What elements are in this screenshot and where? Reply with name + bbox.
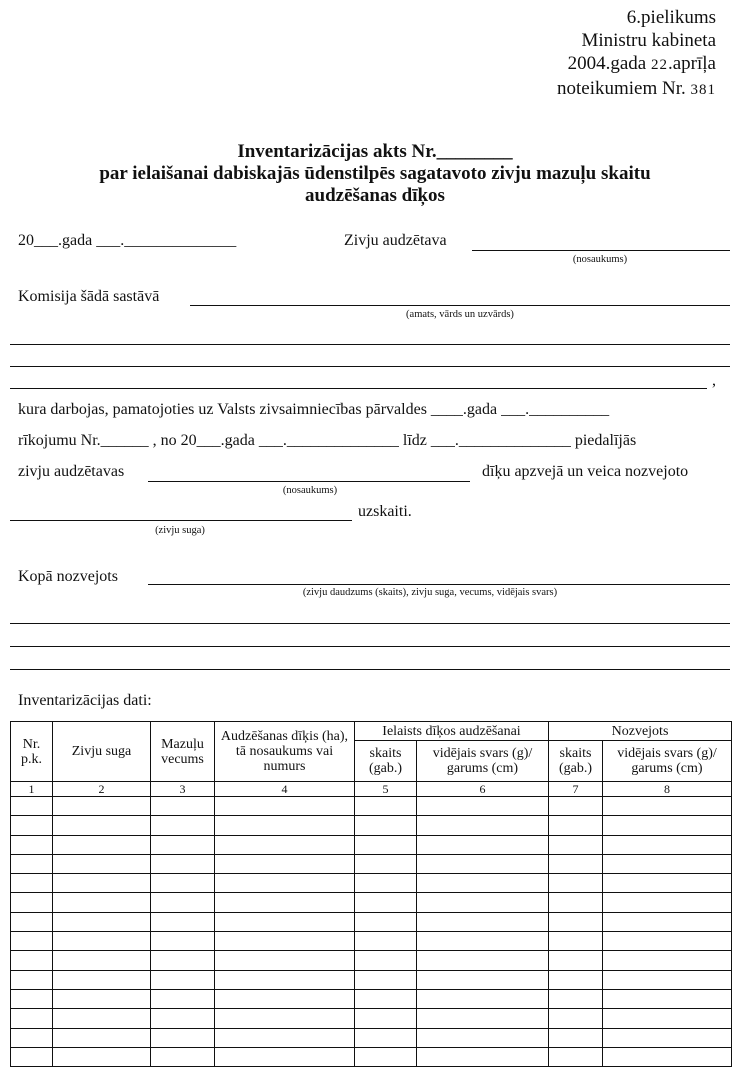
table-cell[interactable] [53, 854, 151, 873]
commission-caption: (amats, vārds un uzvārds) [406, 309, 514, 320]
table-cell[interactable] [355, 893, 417, 912]
date-prefix: 2004.gada [567, 53, 647, 74]
col-number: 4 [215, 782, 355, 797]
table-cell[interactable] [53, 1028, 151, 1047]
table-cell[interactable] [11, 816, 53, 835]
col-number: 8 [603, 782, 732, 797]
total-input-line[interactable] [148, 584, 730, 585]
table-cell[interactable] [215, 1047, 355, 1066]
table-cell[interactable] [53, 816, 151, 835]
table-cell[interactable] [11, 854, 53, 873]
rules-number: 381 [690, 82, 716, 98]
table-cell[interactable] [355, 1047, 417, 1066]
table-cell[interactable] [417, 816, 549, 835]
table-cell[interactable] [151, 970, 215, 989]
group-released-header: Ielaists dīķos audzēšanai [355, 722, 549, 741]
table-cell[interactable] [151, 797, 215, 816]
table-cell[interactable] [603, 893, 732, 912]
rules-prefix: noteikumiem Nr. [556, 78, 686, 99]
table-cell[interactable] [53, 1047, 151, 1066]
table-cell[interactable] [603, 1047, 732, 1066]
commission-input-line[interactable] [190, 305, 730, 306]
document-subtitle: par ielaišanai dabiskajās ūdenstilpēs sagatavoto zivju mazuļu skaitu [99, 163, 651, 184]
table-cell[interactable] [549, 874, 603, 893]
table-cell[interactable] [355, 797, 417, 816]
table-cell[interactable] [11, 1028, 53, 1047]
total-line-4[interactable] [10, 669, 730, 670]
table-cell[interactable] [417, 797, 549, 816]
species-input-line[interactable] [10, 520, 352, 521]
farm-label: Zivju audzētava [344, 232, 447, 249]
table-cell[interactable] [417, 1009, 549, 1028]
table-row [11, 1028, 732, 1047]
table-row [11, 1047, 732, 1066]
table-cell[interactable] [417, 835, 549, 854]
document-title: Inventarizācijas akts Nr.________ [237, 141, 513, 162]
farm-caption: (nosaukums) [572, 254, 628, 265]
table-cell[interactable] [603, 816, 732, 835]
table-cell[interactable] [355, 951, 417, 970]
table-cell[interactable] [215, 893, 355, 912]
table-cell[interactable] [355, 874, 417, 893]
table-cell[interactable] [417, 1047, 549, 1066]
table-cell[interactable] [417, 932, 549, 951]
table-row [11, 874, 732, 893]
table-cell[interactable] [549, 1028, 603, 1047]
table-row [11, 970, 732, 989]
table-row [11, 835, 732, 854]
appendix-notice [557, 6, 716, 102]
table-row [11, 854, 732, 873]
table-cell[interactable] [53, 835, 151, 854]
paragraph-line-3-suffix: dīķu apzvejā un veica nozvejoto [482, 463, 689, 480]
table-cell[interactable] [151, 1047, 215, 1066]
table-cell[interactable] [549, 951, 603, 970]
table-cell[interactable] [215, 1028, 355, 1047]
table-cell[interactable] [11, 797, 53, 816]
table-cell[interactable] [53, 797, 151, 816]
table-cell[interactable] [355, 1009, 417, 1028]
table-cell[interactable] [151, 816, 215, 835]
caught-weight-header: vidējais svars (g)/ garums (cm) [603, 741, 732, 782]
table-cell[interactable] [417, 989, 549, 1008]
total-line-2[interactable] [10, 623, 730, 624]
table-cell[interactable] [417, 854, 549, 873]
table-cell[interactable] [11, 970, 53, 989]
table-cell[interactable] [603, 874, 732, 893]
table-cell[interactable] [11, 893, 53, 912]
table-cell[interactable] [549, 912, 603, 931]
table-cell[interactable] [549, 797, 603, 816]
table-cell[interactable] [215, 835, 355, 854]
table-cell[interactable] [603, 835, 732, 854]
col-number: 1 [11, 782, 53, 797]
table-cell[interactable] [151, 1009, 215, 1028]
col-number: 2 [53, 782, 151, 797]
total-label: Kopā nozvejots [18, 568, 118, 585]
table-row [11, 951, 732, 970]
table-cell[interactable] [215, 970, 355, 989]
commission-line-2[interactable] [10, 344, 730, 345]
table-row [11, 816, 732, 835]
table-cell[interactable] [151, 874, 215, 893]
table-cell[interactable] [151, 932, 215, 951]
table-cell[interactable] [549, 1009, 603, 1028]
table-row [11, 989, 732, 1008]
table-cell[interactable] [53, 970, 151, 989]
col-species-header: Zivju suga [53, 722, 151, 782]
table-cell[interactable] [53, 912, 151, 931]
table-cell[interactable] [355, 970, 417, 989]
table-cell[interactable] [11, 932, 53, 951]
comma: , [712, 372, 716, 389]
released-weight-header: vidējais svars (g)/ garums (cm) [417, 741, 549, 782]
table-cell[interactable] [603, 970, 732, 989]
table-cell[interactable] [11, 835, 53, 854]
table-cell[interactable] [215, 854, 355, 873]
table-cell[interactable] [11, 989, 53, 1008]
table-cell[interactable] [417, 874, 549, 893]
date-field[interactable]: 20___.gada ___.______________ [18, 232, 237, 249]
caught-count-header: skaits (gab.) [549, 741, 603, 782]
table-cell[interactable] [417, 1028, 549, 1047]
inventory-table [10, 721, 732, 1067]
table-cell[interactable] [355, 932, 417, 951]
document-subtitle-2: audzēšanas dīķos [305, 185, 445, 206]
table-cell[interactable] [53, 874, 151, 893]
table-cell[interactable] [355, 912, 417, 931]
table-cell[interactable] [603, 989, 732, 1008]
col-age-header: Mazuļu vecums [151, 722, 215, 782]
table-cell[interactable] [53, 893, 151, 912]
cabinet-label: Ministru kabineta [581, 30, 716, 51]
table-cell[interactable] [603, 854, 732, 873]
col-pond-header: Audzēšanas dīķis (ha), tā nosaukums vai numurs [215, 722, 355, 782]
date-day: 22 [650, 57, 668, 73]
table-cell[interactable] [151, 854, 215, 873]
table-cell[interactable] [11, 912, 53, 931]
table-cell[interactable] [53, 932, 151, 951]
table-cell[interactable] [417, 912, 549, 931]
table-cell[interactable] [215, 816, 355, 835]
paragraph-line-1: kura darbojas, pamatojoties uz Valsts zivsaimniecības pārvaldes ____.gada ___.__________ [18, 401, 610, 418]
table-cell[interactable] [215, 932, 355, 951]
released-count-header: skaits (gab.) [355, 741, 417, 782]
appendix-label: 6.pielikums [626, 7, 716, 28]
table-cell[interactable] [215, 874, 355, 893]
commission-line-4[interactable] [10, 388, 707, 389]
table-cell[interactable] [215, 797, 355, 816]
col-number: 3 [151, 782, 215, 797]
table-cell[interactable] [215, 951, 355, 970]
table-row [11, 932, 732, 951]
farm-name-input-line[interactable] [148, 481, 470, 482]
table-cell[interactable] [11, 874, 53, 893]
table-cell[interactable] [549, 854, 603, 873]
group-caught-header: Nozvejots [549, 722, 732, 741]
col-number: 5 [355, 782, 417, 797]
table-cell[interactable] [355, 854, 417, 873]
date-suffix: .aprīļa [667, 53, 716, 74]
table-cell[interactable] [151, 893, 215, 912]
commission-label: Komisija šādā sastāvā [18, 288, 160, 305]
table-row [11, 1009, 732, 1028]
table-cell[interactable] [549, 893, 603, 912]
table-cell[interactable] [417, 893, 549, 912]
table-body [11, 797, 732, 1067]
table-cell[interactable] [53, 951, 151, 970]
table-cell[interactable] [417, 951, 549, 970]
farm-input-line[interactable] [472, 250, 730, 251]
table-cell[interactable] [355, 835, 417, 854]
table-cell[interactable] [355, 816, 417, 835]
table-row [11, 797, 732, 816]
paragraph-line-3-label: zivju audzētavas [18, 463, 125, 480]
table-row [11, 893, 732, 912]
table-cell[interactable] [549, 816, 603, 835]
total-caption: (zivju daudzums (skaits), zivju suga, vecums, vidējais svars) [302, 587, 558, 598]
table-cell[interactable] [215, 1009, 355, 1028]
table-cell[interactable] [11, 1047, 53, 1066]
table-cell[interactable] [417, 970, 549, 989]
paragraph-line-2: rīkojumu Nr.______ , no 20___.gada ___.______________ līdz ___.______________ piedalījās [18, 432, 637, 449]
table-cell[interactable] [549, 835, 603, 854]
date-line [557, 52, 716, 77]
table-cell[interactable] [151, 989, 215, 1008]
table-cell[interactable] [151, 835, 215, 854]
table-cell[interactable] [53, 1009, 151, 1028]
commission-line-3[interactable] [10, 366, 730, 367]
table-cell[interactable] [603, 912, 732, 931]
table-cell[interactable] [603, 932, 732, 951]
table-cell[interactable] [11, 1009, 53, 1028]
table-cell[interactable] [549, 970, 603, 989]
table-cell[interactable] [151, 912, 215, 931]
table-heading: Inventarizācijas dati: [18, 692, 152, 709]
table-cell[interactable] [549, 1047, 603, 1066]
total-line-3[interactable] [10, 646, 730, 647]
farm-name-caption: (nosaukums) [282, 485, 338, 496]
table-cell[interactable] [53, 989, 151, 1008]
table-cell[interactable] [355, 1028, 417, 1047]
col-number: 6 [417, 782, 549, 797]
table-cell[interactable] [549, 989, 603, 1008]
column-number-row [11, 782, 732, 797]
col-nr-header: Nr. p.k. [11, 722, 53, 782]
table-cell[interactable] [151, 1028, 215, 1047]
table-cell[interactable] [603, 1009, 732, 1028]
table-cell[interactable] [549, 932, 603, 951]
species-caption: (zivju suga) [155, 525, 205, 536]
table-cell[interactable] [355, 989, 417, 1008]
table-cell[interactable] [603, 1028, 732, 1047]
table-cell[interactable] [11, 951, 53, 970]
table-cell[interactable] [215, 989, 355, 1008]
paragraph-line-4-suffix: uzskaiti. [358, 503, 412, 520]
table-cell[interactable] [215, 912, 355, 931]
table-cell[interactable] [151, 951, 215, 970]
table-row [11, 912, 732, 931]
rules-line [557, 77, 716, 102]
col-number: 7 [549, 782, 603, 797]
table-cell[interactable] [603, 797, 732, 816]
table-cell[interactable] [603, 951, 732, 970]
